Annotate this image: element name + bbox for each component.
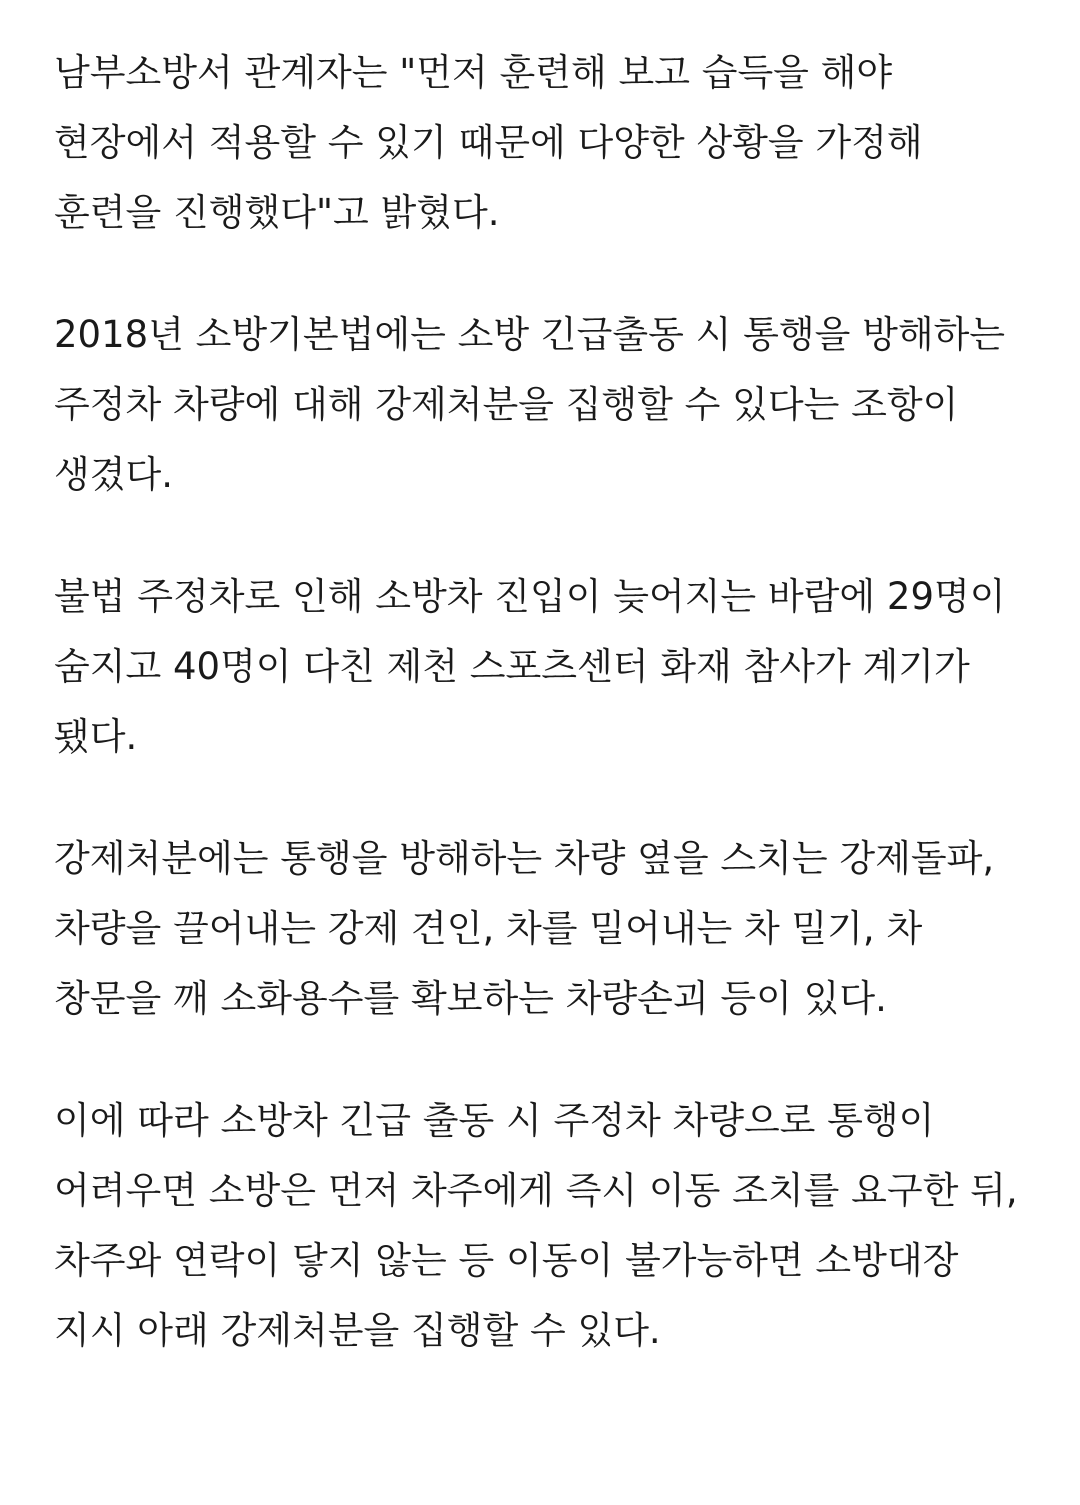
article-paragraph: 남부소방서 관계자는 "먼저 훈련해 보고 습득을 해야 현장에서 적용할 수 있기 때문에 다양한 상황을 가정해 훈련을 진행했다"고 밝혔다. [54, 51, 923, 234]
article-body [54, 38, 1034, 1366]
article-paragraph: 이에 따라 소방차 긴급 출동 시 주정차 차량으로 통행이 어려우면 소방은 먼저 차주에게 즉시 이동 조치를 요구한 뒤, 차주와 연락이 닿지 않는 등 이동이 불가능하면 소방대장 지시 아래 강제처분을 집행할 수 있다. [54, 1099, 1018, 1352]
article-paragraph: 강제처분에는 통행을 방해하는 차량 옆을 스치는 강제돌파, 차량을 끌어내는 강제 견인, 차를 밀어내는 차 밀기, 차 창문을 깨 소화용수를 확보하는 차량손괴 등이 있다. [54, 837, 995, 1020]
article-paragraph: 2018년 소방기본법에는 소방 긴급출동 시 통행을 방해하는 주정차 차량에 대해 강제처분을 집행할 수 있다는 조항이 생겼다. [54, 313, 1006, 496]
article-paragraph: 불법 주정차로 인해 소방차 진입이 늦어지는 바람에 29명이 숨지고 40명이 다친 제천 스포츠센터 화재 참사가 계기가 됐다. [54, 575, 1006, 758]
